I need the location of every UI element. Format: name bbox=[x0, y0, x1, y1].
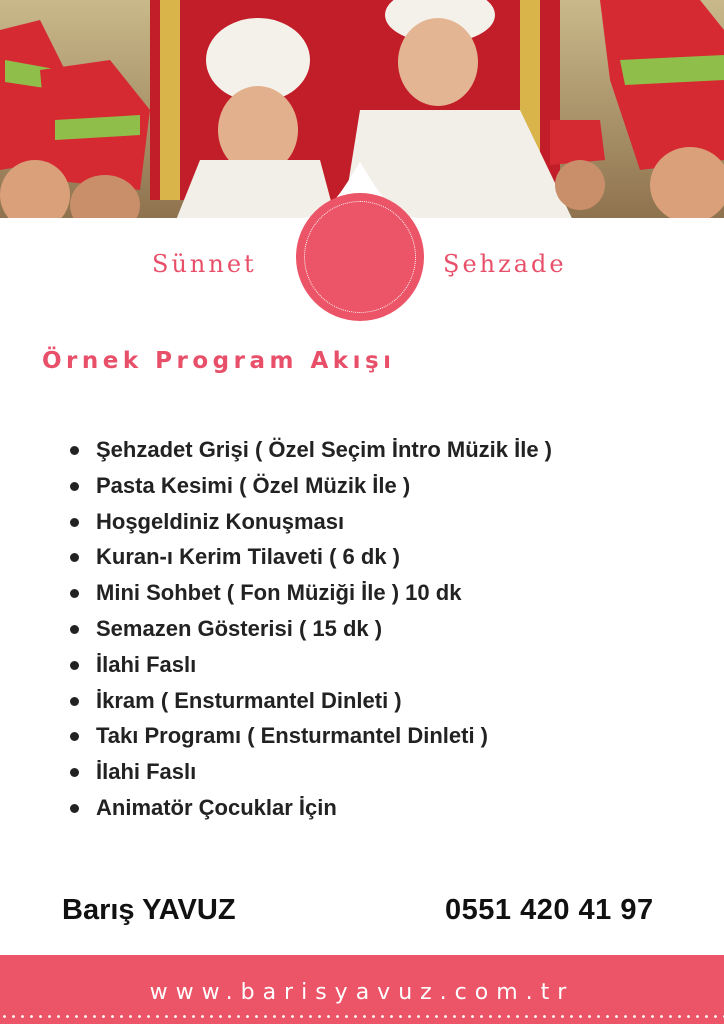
list-item-text: Semazen Gösterisi ( 15 dk ) bbox=[96, 615, 383, 641]
list-item bbox=[70, 432, 552, 468]
list-item-text: İlahi Faslı bbox=[96, 651, 197, 677]
bullet-icon bbox=[70, 553, 79, 562]
list-item bbox=[70, 504, 552, 540]
list-item-text: Pasta Kesimi ( Özel Müzik İle ) bbox=[96, 472, 411, 498]
contact-phone: 0551 420 41 97 bbox=[445, 894, 654, 926]
bullet-icon bbox=[70, 804, 79, 813]
list-item bbox=[70, 754, 552, 790]
website-link[interactable]: www.barisyavuz.com.tr bbox=[149, 980, 575, 1005]
bullet-icon bbox=[70, 768, 79, 777]
bullet-icon bbox=[70, 625, 79, 634]
bullet-icon bbox=[70, 482, 79, 491]
list-item bbox=[70, 683, 552, 719]
list-item bbox=[70, 468, 552, 504]
header-label-sunnet: Sünnet bbox=[152, 250, 257, 278]
list-item bbox=[70, 575, 552, 611]
list-item-text: İkram ( Ensturmantel Dinleti ) bbox=[96, 687, 402, 713]
bullet-icon bbox=[70, 697, 79, 706]
program-list bbox=[70, 432, 552, 826]
bullet-icon bbox=[70, 518, 79, 527]
list-item-text: Kuran-ı Kerim Tilaveti ( 6 dk ) bbox=[96, 544, 401, 570]
list-item bbox=[70, 647, 552, 683]
list-item bbox=[70, 790, 552, 826]
section-title: Örnek Program Akışı bbox=[42, 348, 396, 374]
list-item-text: Animatör Çocuklar İçin bbox=[96, 794, 337, 820]
header-label-sehzade: Şehzade bbox=[443, 250, 567, 278]
bullet-icon bbox=[70, 446, 79, 455]
contact-name: Barış YAVUZ bbox=[62, 894, 236, 926]
list-item-text: İlahi Faslı bbox=[96, 759, 197, 785]
list-item-text: Takı Programı ( Ensturmantel Dinleti ) bbox=[96, 723, 488, 749]
list-item bbox=[70, 718, 552, 754]
list-item-text: Mini Sohbet ( Fon Müziği İle ) 10 dk bbox=[96, 580, 462, 606]
list-item-text: Hoşgeldiniz Konuşması bbox=[96, 508, 345, 534]
dotted-divider bbox=[0, 1015, 724, 1018]
list-item bbox=[70, 611, 552, 647]
bullet-icon bbox=[70, 589, 79, 598]
bullet-icon bbox=[70, 661, 79, 670]
decorative-medallion bbox=[296, 193, 424, 321]
list-item bbox=[70, 539, 552, 575]
bullet-icon bbox=[70, 732, 79, 741]
list-item-text: Şehzadet Grişi ( Özel Seçim İntro Müzik İle ) bbox=[96, 437, 552, 462]
